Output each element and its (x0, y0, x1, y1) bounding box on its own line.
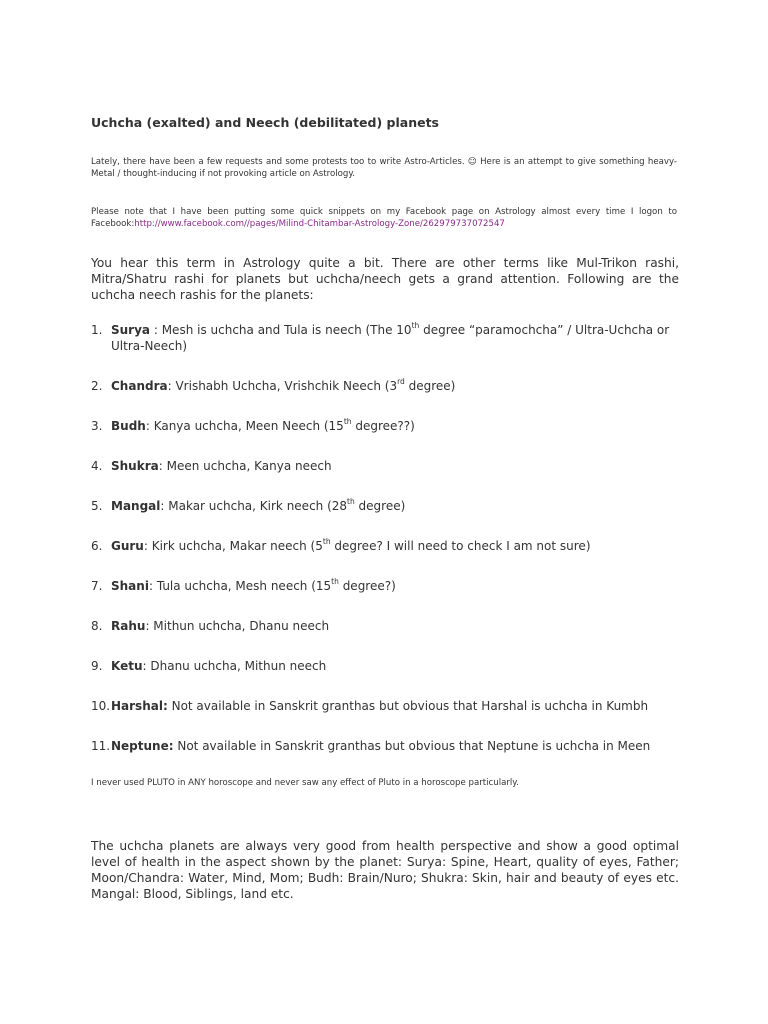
list-item (91, 458, 681, 474)
planet-desc: Dhanu uchcha, Mithun neech (150, 659, 327, 673)
separator: : (148, 579, 157, 593)
page-title: Uchcha (exalted) and Neech (debilitated) planets (91, 115, 439, 130)
list-item (91, 738, 681, 754)
list-item (91, 618, 681, 634)
list-number: 1. (91, 323, 103, 337)
planet-name: Surya (111, 323, 151, 337)
ordinal-suffix: th (331, 577, 339, 586)
planet-desc: Makar uchcha, Kirk neech (28 (168, 499, 348, 513)
list-item (91, 538, 681, 554)
planet-name: Chandra (111, 379, 168, 393)
planet-desc-rest: degree “paramochcha” / Ultra-Uchcha or Ultra-Neech) (111, 323, 670, 353)
separator: : (167, 379, 176, 393)
ordinal-suffix: th (343, 417, 352, 426)
planet-desc: Mithun uchcha, Dhanu neech (153, 619, 330, 633)
list-number: 10. (91, 699, 111, 713)
planet-desc-rest: degree) (404, 379, 456, 393)
facebook-note-text: Please note that I have been putting some quick snippets on my Facebook page on Astrology almost every time I logon to Facebook: (91, 207, 677, 229)
planet-list (91, 322, 681, 778)
planet-name: Rahu (111, 619, 146, 633)
facebook-link[interactable]: http://www.facebook.com//pages/Milind-Chitambar-Astrology-Zone/262979737072547 (134, 219, 505, 229)
planet-desc-rest: degree) (354, 499, 406, 513)
ordinal-suffix: th (347, 497, 355, 506)
planet-name: Harshal: (111, 699, 168, 713)
planet-name: Ketu (111, 659, 143, 673)
intro-paragraph: You hear this term in Astrology quite a bit. There are other terms like Mul-Trikon rashi, Mitra/Shatru rashi for planets but uchcha/neech gets a grand attention. Following are the uchcha neech rashis for the planets: (91, 256, 679, 302)
separator: : (150, 323, 162, 337)
planet-desc: Not available in Sanskrit granthas but obvious that Harshal is uchcha in Kumbh (171, 699, 649, 713)
list-item (91, 378, 681, 394)
separator: : (143, 539, 152, 553)
planet-name: Budh (111, 419, 146, 433)
pluto-note: I never used PLUTO in ANY horoscope and never saw any effect of Pluto in a horoscope particularly. (91, 778, 519, 788)
planet-desc: Vrishabh Uchcha, Vrishchik Neech (3 (175, 379, 398, 393)
list-item (91, 578, 681, 594)
planet-desc-rest: degree??) (351, 419, 415, 433)
planet-desc: Tula uchcha, Mesh neech (15 (156, 579, 332, 593)
list-number: 4. (91, 459, 103, 473)
ordinal-suffix: th (411, 321, 420, 330)
list-number: 11. (91, 739, 111, 753)
planet-desc: Kirk uchcha, Makar neech (5 (151, 539, 323, 553)
list-number: 3. (91, 419, 103, 433)
list-number: 2. (91, 379, 103, 393)
separator: : (158, 459, 167, 473)
separator: : (145, 419, 154, 433)
list-number: 9. (91, 659, 103, 673)
list-number: 6. (91, 539, 103, 553)
planet-name: Neptune: (111, 739, 174, 753)
planet-desc: Mesh is uchcha and Tula is neech (The 10 (161, 323, 412, 337)
list-item (91, 498, 681, 514)
planet-name: Shani (111, 579, 149, 593)
planet-desc: Kanya uchcha, Meen Neech (15 (153, 419, 344, 433)
list-item (91, 658, 681, 674)
planet-name: Shukra (111, 459, 159, 473)
ordinal-suffix: th (322, 537, 331, 546)
planet-desc: Meen uchcha, Kanya neech (166, 459, 332, 473)
list-number: 5. (91, 499, 103, 513)
planet-desc-rest: degree?) (338, 579, 396, 593)
separator: : (145, 619, 154, 633)
list-number: 8. (91, 619, 103, 633)
planet-name: Guru (111, 539, 144, 553)
planet-desc: Not available in Sanskrit granthas but obvious that Neptune is uchcha in Meen (177, 739, 651, 753)
list-number: 7. (91, 579, 103, 593)
ordinal-suffix: rd (397, 377, 405, 386)
facebook-note (91, 206, 677, 230)
separator: : (142, 659, 151, 673)
list-item (91, 322, 681, 354)
separator: : (160, 499, 169, 513)
health-paragraph: The uchcha planets are always very good from health perspective and show a good optimal level of health in the aspect shown by the planet: Surya: Spine, Heart, quality of eyes, Father; Moon/Chandra: Water, Mind, Mom; Budh: Brain/Nuro; Shukra: Skin, hair and beauty of eyes etc. Mangal: Blood, Siblings, land etc. (91, 839, 679, 901)
list-item (91, 698, 681, 714)
planet-desc-rest: degree? I will need to check I am not sure) (330, 539, 591, 553)
intro-note: Lately, there have been a few requests and some protests too to write Astro-Articles. ☺ Here is an attempt to give something heavy-Metal / thought-inducing if not provoking article on Astrology. (91, 157, 677, 179)
list-item (91, 418, 681, 434)
planet-name: Mangal (111, 499, 161, 513)
